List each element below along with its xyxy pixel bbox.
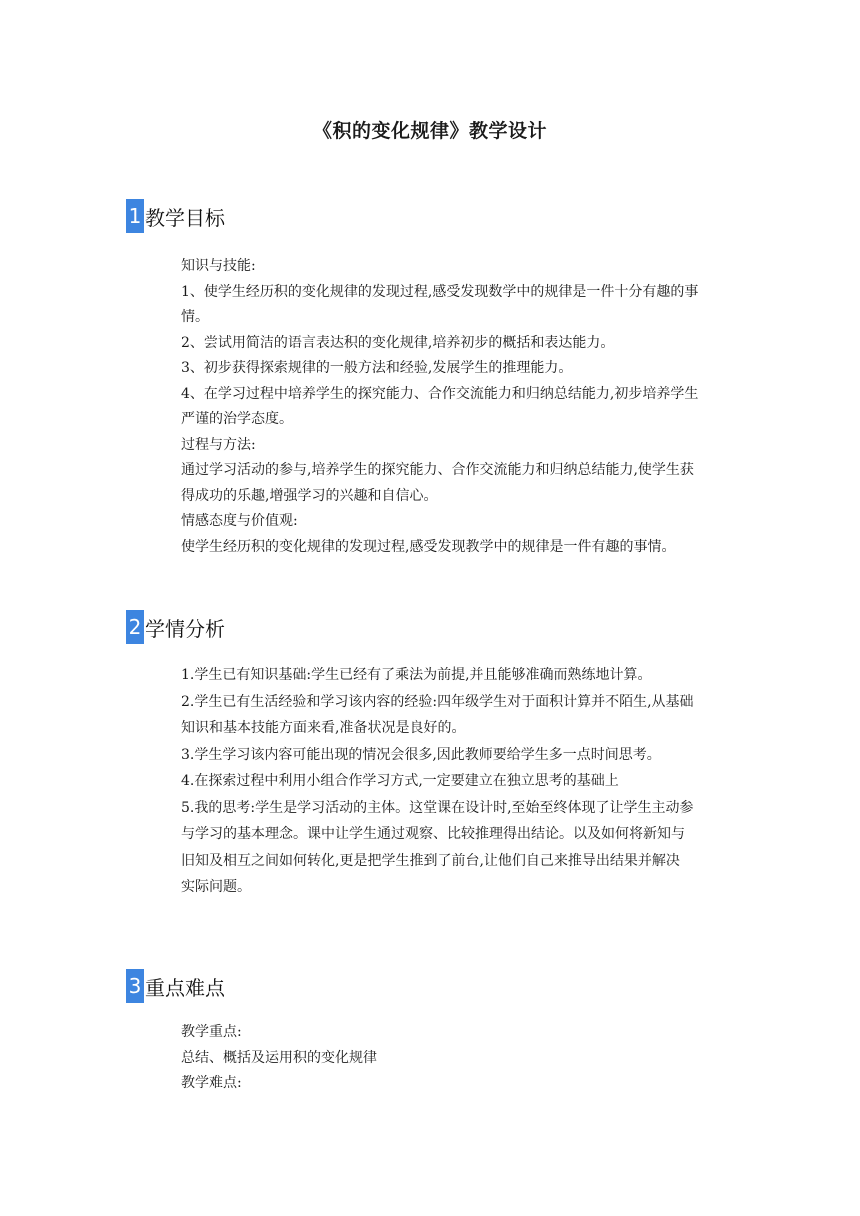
paragraph-line: 使学生经历积的变化规律的发现过程,感受发现教学中的规律是一件有趣的事情。 xyxy=(181,538,676,555)
section-body-key-difficulties xyxy=(181,1020,741,1097)
section-title: 重点难点 xyxy=(145,975,225,1000)
paragraph-line: 2、尝试用简洁的语言表达积的变化规律,培养初步的概括和表达能力。 xyxy=(181,334,615,351)
paragraph-line: 教学难点: xyxy=(181,1075,242,1091)
section-body-student-analysis xyxy=(181,662,741,901)
paragraph-line: 1.学生已有知识基础:学生已经有了乘法为前提,并且能够准确而熟练地计算。 xyxy=(181,667,652,683)
paragraph-line: 总结、概括及运用积的变化规律 xyxy=(181,1049,377,1066)
document-title: 《积的变化规律》教学设计 xyxy=(312,120,547,142)
paragraph-line: 知识与技能: xyxy=(181,258,256,274)
paragraph-line: 情感态度与价值观: xyxy=(181,513,298,529)
paragraph-line: 旧知及相互之间如何转化,更是把学生推到了前台,让他们自己来推导出结果并解决 xyxy=(181,852,680,869)
paragraph-line: 与学习的基本理念。课中让学生通过观察、比较推理得出结论。以及如何将新知与 xyxy=(181,826,685,842)
paragraph-line: 教学重点: xyxy=(181,1024,242,1040)
section-heading-key-difficulties xyxy=(126,969,225,1003)
paragraph-line: 4、在学习过程中培养学生的探究能力、合作交流能力和归纳总结能力,初步培养学生 xyxy=(181,385,699,402)
paragraph-line: 知识和基本技能方面来看,准备状况是良好的。 xyxy=(181,720,466,736)
paragraph-line: 3.学生学习该内容可能出现的情况会很多,因此教师要给学生多一点时间思考。 xyxy=(181,746,661,763)
paragraph-line: 得成功的乐趣,增强学习的兴趣和自信心。 xyxy=(181,487,438,504)
paragraph-line: 通过学习活动的参与,培养学生的探究能力、合作交流能力和归纳总结能力,使学生获 xyxy=(181,462,694,478)
section-number-badge: 2 xyxy=(126,610,144,644)
section-body-teaching-goals xyxy=(181,254,741,560)
paragraph-line: 1、使学生经历积的变化规律的发现过程,感受发现数学中的规律是一件十分有趣的事 xyxy=(181,283,699,300)
paragraph-line: 情。 xyxy=(181,309,209,325)
paragraph-line: 过程与方法: xyxy=(181,436,256,453)
paragraph-line: 4.在探索过程中利用小组合作学习方式,一定要建立在独立思考的基础上 xyxy=(181,773,619,789)
paragraph-line: 实际问题。 xyxy=(181,879,251,895)
paragraph-line: 严谨的治学态度。 xyxy=(181,411,293,427)
paragraph-line: 5.我的思考:学生是学习活动的主体。这堂课在设计时,至始至终体现了让学生主动参 xyxy=(181,799,694,816)
section-number-badge: 1 xyxy=(126,199,144,233)
paragraph-line: 2.学生已有生活经验和学习该内容的经验:四年级学生对于面积计算并不陌生,从基础 xyxy=(181,693,694,710)
section-heading-student-analysis xyxy=(126,610,225,644)
paragraph-line: 3、初步获得探索规律的一般方法和经验,发展学生的推理能力。 xyxy=(181,360,573,376)
section-title: 学情分析 xyxy=(145,616,225,641)
section-title: 教学目标 xyxy=(145,205,225,230)
section-heading-teaching-goals xyxy=(126,199,225,233)
section-number-badge: 3 xyxy=(126,969,144,1003)
